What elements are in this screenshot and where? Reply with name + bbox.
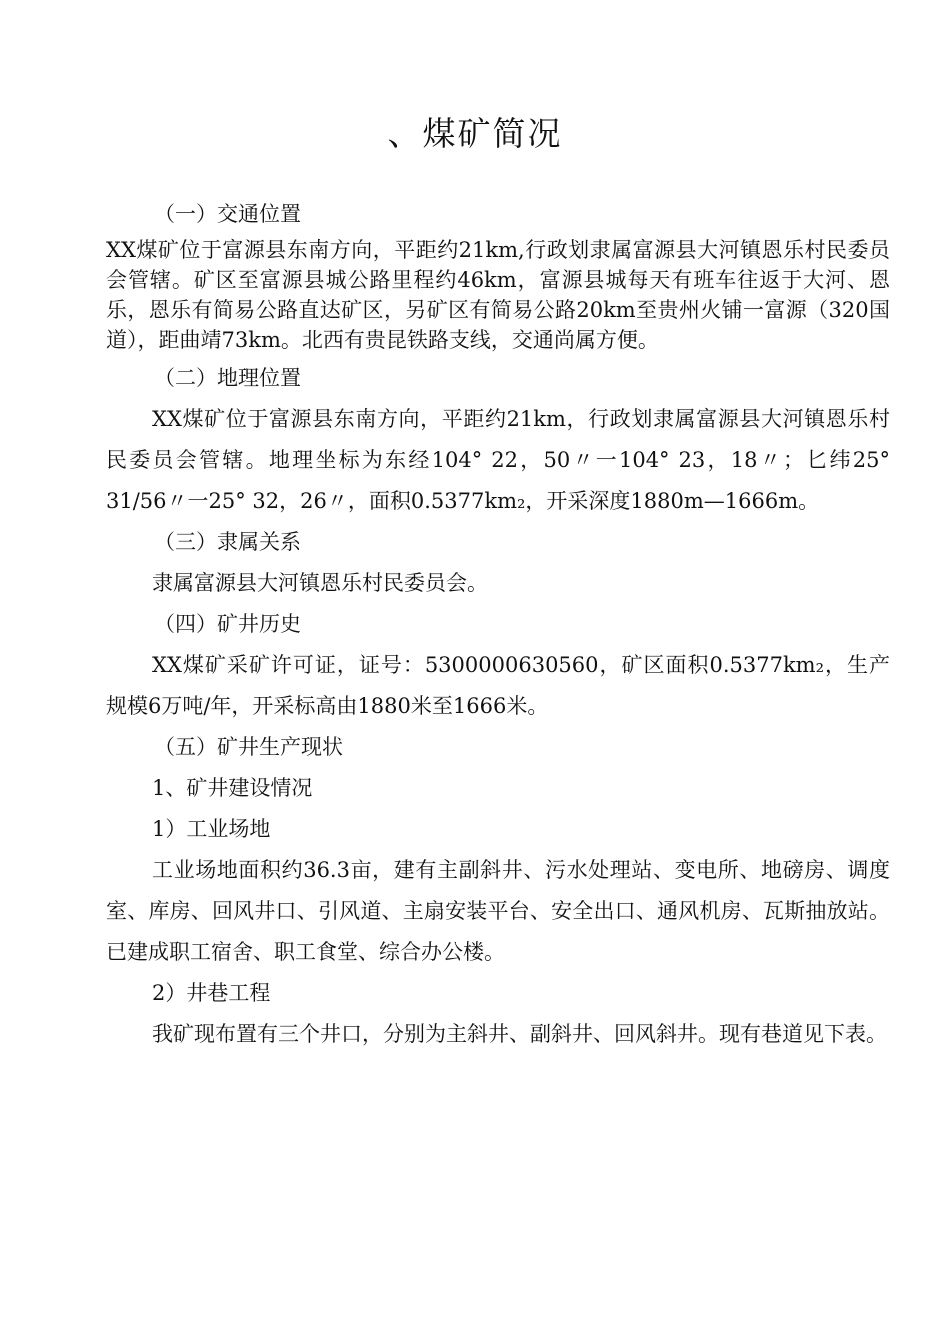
section-paragraph-traffic-location: XX煤矿位于富源县东南方向，平距约21km,行政划隶属富源县大河镇恩乐村民委员会管辖。矿区至富源县城公路里程约46km，富源县城每天有班车往返于大河、恩乐，恩乐有简易公路直达矿区，另矿区有简易公路20km至贵州火铺一富源（320国道），距曲靖73km。北西有贵昆铁路支线，交通尚属方便。 (106, 238, 890, 352)
section-paragraph-mine-history: XX煤矿采矿许可证，证号：5300000630560，矿区面积0.5377km₂，生产规模6万吨/年，开采标高由1880米至1666米。 (106, 653, 890, 718)
document-body (106, 194, 890, 1055)
section-heading-traffic-location: （一）交通位置 (154, 202, 301, 226)
section-heading-affiliation: （三）隶属关系 (154, 530, 301, 554)
page-title: 、煤矿简况 (387, 114, 563, 153)
section-heading-geographic-location: （二）地理位置 (154, 366, 301, 390)
section-heading-production-status: （五）矿井生产现状 (154, 735, 343, 759)
item-paragraph-shaft-roadway: 我矿现布置有三个井口，分别为主斜井、副斜井、回风斜井。现有巷道见下表。 (152, 1022, 887, 1046)
item-heading-industrial-site: 1）工业场地 (152, 817, 271, 841)
section-paragraph-affiliation: 隶属富源县大河镇恩乐村民委员会。 (152, 571, 488, 595)
item-paragraph-industrial-site: 工业场地面积约36.3亩，建有主副斜井、污水处理站、变电所、地磅房、调度室、库房、回风井口、引风道、主扇安装平台、安全出口、通风机房、瓦斯抽放站。已建成职工宿舍、职工食堂、综合办公楼。 (106, 858, 890, 964)
subheading-construction-status: 1、矿井建设情况 (152, 776, 313, 800)
section-paragraph-geographic-location: XX煤矿位于富源县东南方向，平距约21km，行政划隶属富源县大河镇恩乐村民委员会管辖。地理坐标为东经104° 22，50〃一104° 23，18〃；匕纬25° 31/56〃一25° 32，26〃，面积0.5377km₂，开采深度1880m—1666m。 (106, 407, 890, 513)
section-heading-mine-history: （四）矿井历史 (154, 612, 301, 636)
item-heading-shaft-roadway: 2）井巷工程 (152, 981, 271, 1005)
